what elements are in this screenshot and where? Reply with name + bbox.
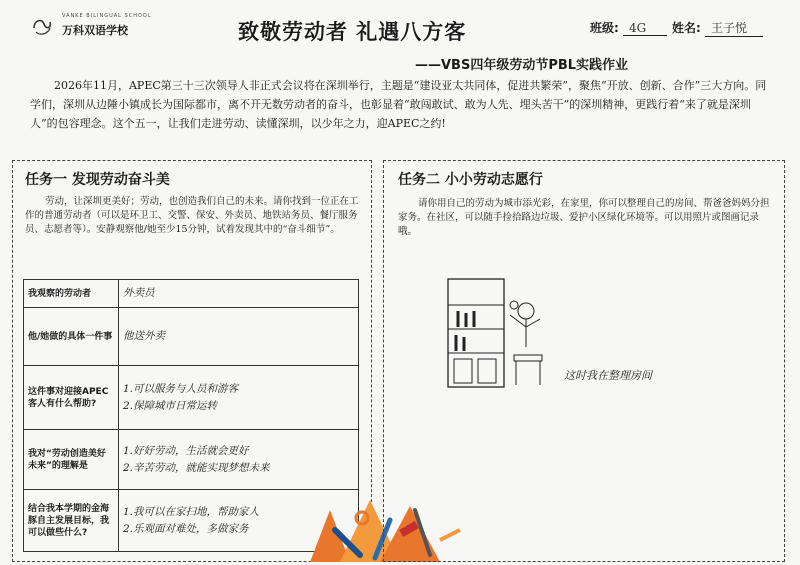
answer-cell: [119, 366, 359, 430]
name-field: [672, 19, 763, 37]
answer-line: 他送外卖: [123, 330, 165, 342]
name-value: 王子悦: [705, 19, 763, 37]
class-label: 班级:: [590, 21, 619, 35]
school-name-en: VANKE BILINGUAL SCHOOL: [62, 13, 152, 19]
answer-line: 1.好好劳动，生活就会更好: [123, 444, 249, 457]
task2-panel: [383, 160, 785, 562]
class-field: [590, 19, 667, 36]
answer-line: 1.我可以在家扫地，帮助家人: [123, 505, 260, 518]
task1-title: 任务一 发现劳动奋斗美: [25, 172, 170, 188]
page-title: 致敬劳动者 礼遇八方客: [238, 20, 467, 44]
answer-cell: [119, 280, 359, 308]
school-name-cn: 万科双语学校: [62, 24, 128, 37]
page-subtitle: ——VBS四年级劳动节PBL实践作业: [415, 58, 629, 73]
answer-line: 外卖员: [123, 287, 155, 299]
room-drawing: [444, 271, 554, 391]
answer-line: 1.可以服务与人员和游客: [123, 382, 239, 395]
table-row: [24, 366, 359, 430]
question-cell: 结合我本学期的金海豚自主发展目标，我可以做些什么?: [24, 490, 119, 552]
class-value: 4G: [623, 21, 667, 36]
question-cell: 我观察的劳动者: [24, 280, 119, 308]
school-logo: [30, 14, 54, 38]
task2-description: 请你用自己的劳动为城市添光彩，在家里，你可以整理自己的房间、帮爸爸妈妈分担家务。在社区，可以随手捡拾路边垃圾、爱护小区绿化环境等。可以用照片或图画记录哦。: [398, 198, 770, 237]
answer-line: 2.乐观面对难处，多做家务: [123, 522, 249, 535]
task2-title: 任务二 小小劳动志愿行: [398, 172, 543, 188]
table-row: [24, 308, 359, 366]
question-cell: 我对“劳动创造美好未来”的理解是: [24, 430, 119, 490]
task1-description: 劳动，让深圳更美好；劳动，也创造我们自己的未来。请你找到一位正在工作的普通劳动者（可以是环卫工、交警、保安、外卖员、地铁站务员、餐厅服务员、志愿者等）。安静观察他/她至少15分钟，试着发现其中的“奋斗细节”。: [25, 196, 359, 235]
intro-paragraph: 2026年11月，APEC第三十三次领导人非正式会议将在深圳举行，主题是“建设亚太共同体，促进共繁荣”，聚焦“开放、创新、合作”三大方向。同学们，深圳从边陲小镇成长为国际都市，离不开无数劳动者的奋斗，也彰显着“敢闯敢试、敢为人先、埋头苦干”的深圳精神，更践行着“来了就是深圳人”的包容理念。这个五一，让我们走进劳动、读懂深圳，以少年之力，迎APEC之约!: [30, 79, 767, 130]
drawing-caption: 这时我在整理房间: [564, 369, 652, 382]
answer-line: 2.保障城市日常运转: [123, 399, 218, 412]
name-label: 姓名:: [672, 21, 701, 35]
question-cell: 他/她做的具体一件事: [24, 308, 119, 366]
table-row: [24, 280, 359, 308]
answer-cell: [119, 308, 359, 366]
answer-line: 2.辛苦劳动，就能实现梦想未来: [123, 461, 270, 474]
question-cell: 这件事对迎接APEC客人有什么帮助?: [24, 366, 119, 430]
